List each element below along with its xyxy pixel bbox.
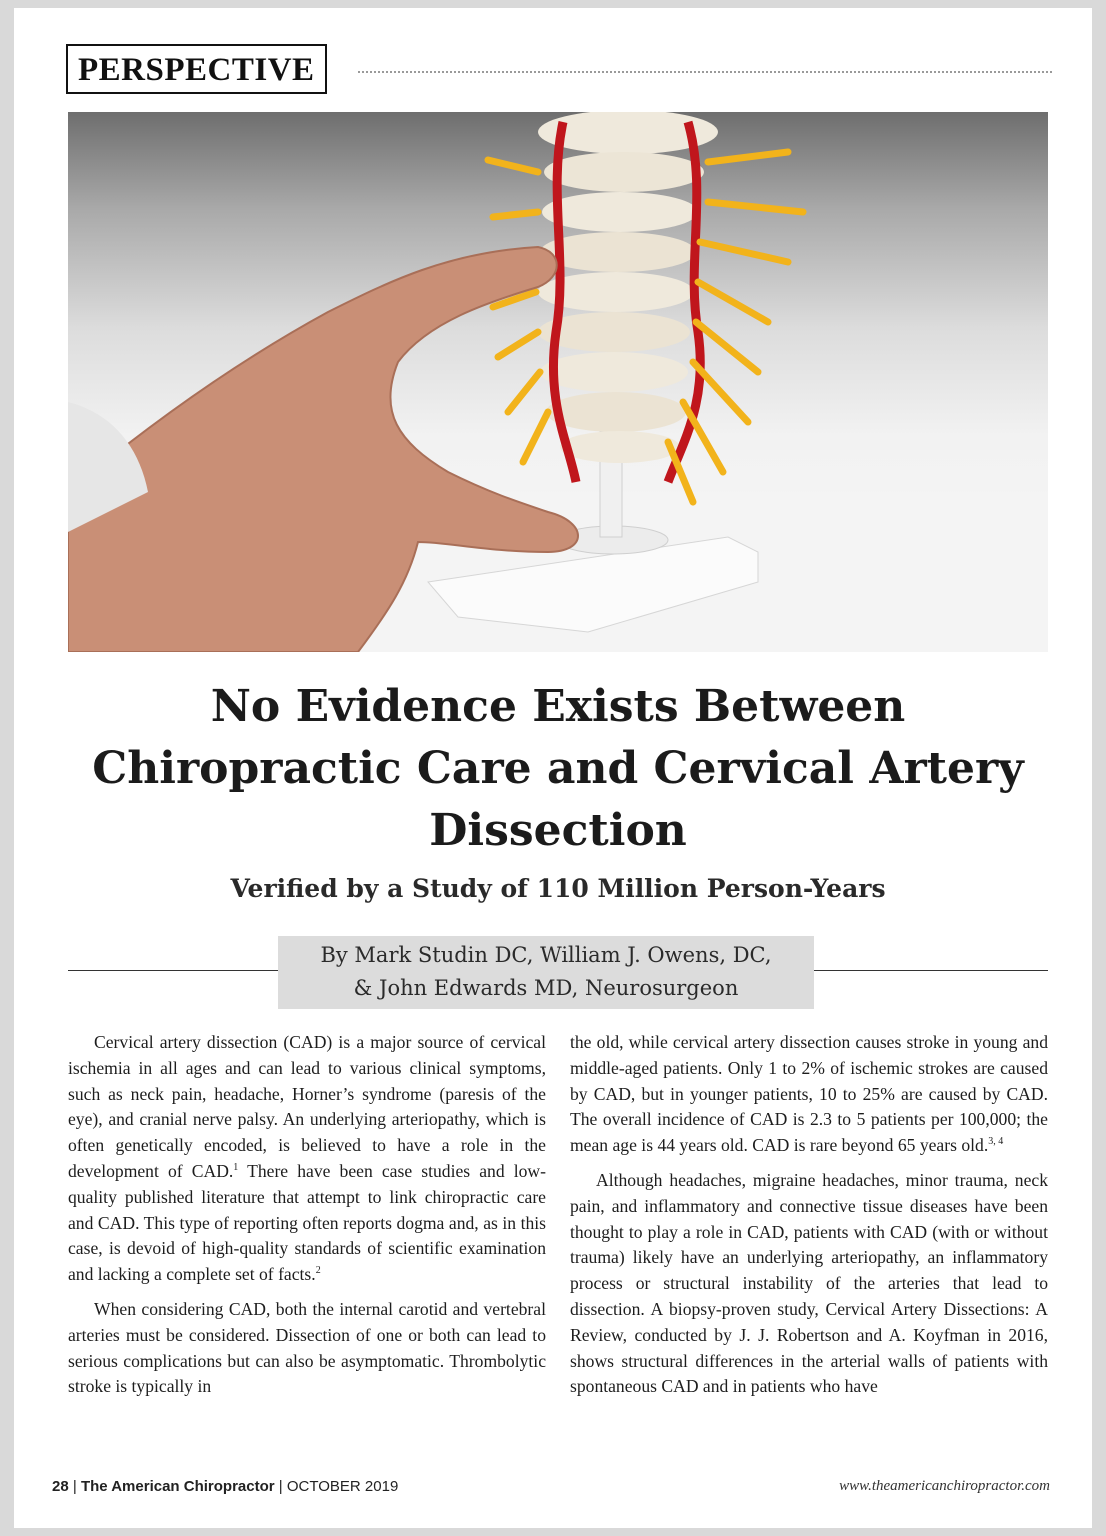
byline-rule-left	[68, 970, 278, 971]
article-subtitle: Verified by a Study of 110 Million Person-Years	[230, 874, 886, 903]
paragraph: Although headaches, migraine headaches, minor trauma, neck pain, and inflammatory and connective tissue diseases have been thought to play a role in CAD, patients with CAD (with or without trauma) likely have an underlying arteriopathy, an inflammatory process or structural instability of the arteries that lead to dissection. A biopsy-proven study, Cervical Artery Dissections: A Review, conducted by J. J. Robertson and A. Koyfman in 2016, shows structural differences in the arterial walls of patients with spontaneous CAD and in patients who have	[570, 1169, 1048, 1397]
footnote-ref: 2	[315, 1265, 321, 1277]
page-footer	[52, 1478, 398, 1495]
website-url: www.theamericanchiropractor.com	[839, 1478, 1050, 1494]
paragraph: the old, while cervical artery dissection causes stroke in young and middle-aged patients. Only 1 to 2% of ischemic strokes are caused by CAD, but in younger patients, 10 to 25% are caused by CAD. The overall incidence of CAD is 2.3 to 5 patients per 100,000; the mean age is 44 years old. CAD is rare beyond 65 years old.$^{3, 4}$	[570, 1032, 1048, 1156]
paragraph: When considering CAD, both the internal carotid and vertebral arteries must be considered. Dissection of one or both can lead to serious complications but can also be asymptomatic. Thrombolytic stroke is typically in	[68, 1298, 546, 1397]
paragraph: Cervical artery dissection (CAD) is a major source of cervical ischemia in all ages and can lead to various clinical symptoms, such as neck pain, headache, Horner’s syndrome (paresis of the eye), and cranial nerve palsy. An underlying arteriopathy, which is often genetically encoded, is believed to have a role in the development of CAD.$^1$ There have been case studies and low-quality published literature that attempt to link chiropractic care and CAD. This type of reporting often reports dogma and, as in this case, is devoid of high-quality standards of scientific examination and lacking a complete set of facts.$^2$	[68, 1032, 546, 1285]
section-label: PERSPECTIVE	[66, 44, 327, 94]
body-column-right	[570, 1030, 1048, 1409]
spine-model-illustration	[68, 112, 1048, 652]
headline-line-1: No Evidence Exists Between	[210, 681, 906, 732]
page-number: 28	[52, 1478, 69, 1495]
section-header	[66, 44, 1052, 100]
byline-line-2: & John Edwards MD, Neurosurgeon	[353, 976, 739, 1000]
headline-line-3: Dissection	[429, 805, 687, 856]
byline-line-1: By Mark Studin DC, William J. Owens, DC,	[320, 943, 772, 967]
byline-rule-right	[814, 970, 1048, 971]
body-column-left	[68, 1030, 546, 1409]
article-headline	[68, 676, 1048, 862]
magazine-page	[14, 8, 1092, 1528]
magazine-name: The American Chiropractor	[80, 1478, 275, 1495]
footer-separator: |	[72, 1478, 77, 1495]
dotted-rule	[358, 71, 1052, 73]
byline	[278, 936, 814, 1009]
issue-date: OCTOBER 2019	[286, 1478, 399, 1495]
headline-line-2: Chiropractic Care and Cervical Artery	[92, 743, 1024, 794]
footer-separator: |	[278, 1478, 283, 1495]
footnote-ref: 1	[233, 1162, 239, 1174]
hero-image	[68, 112, 1048, 652]
footnote-ref: 3, 4	[988, 1136, 1004, 1148]
